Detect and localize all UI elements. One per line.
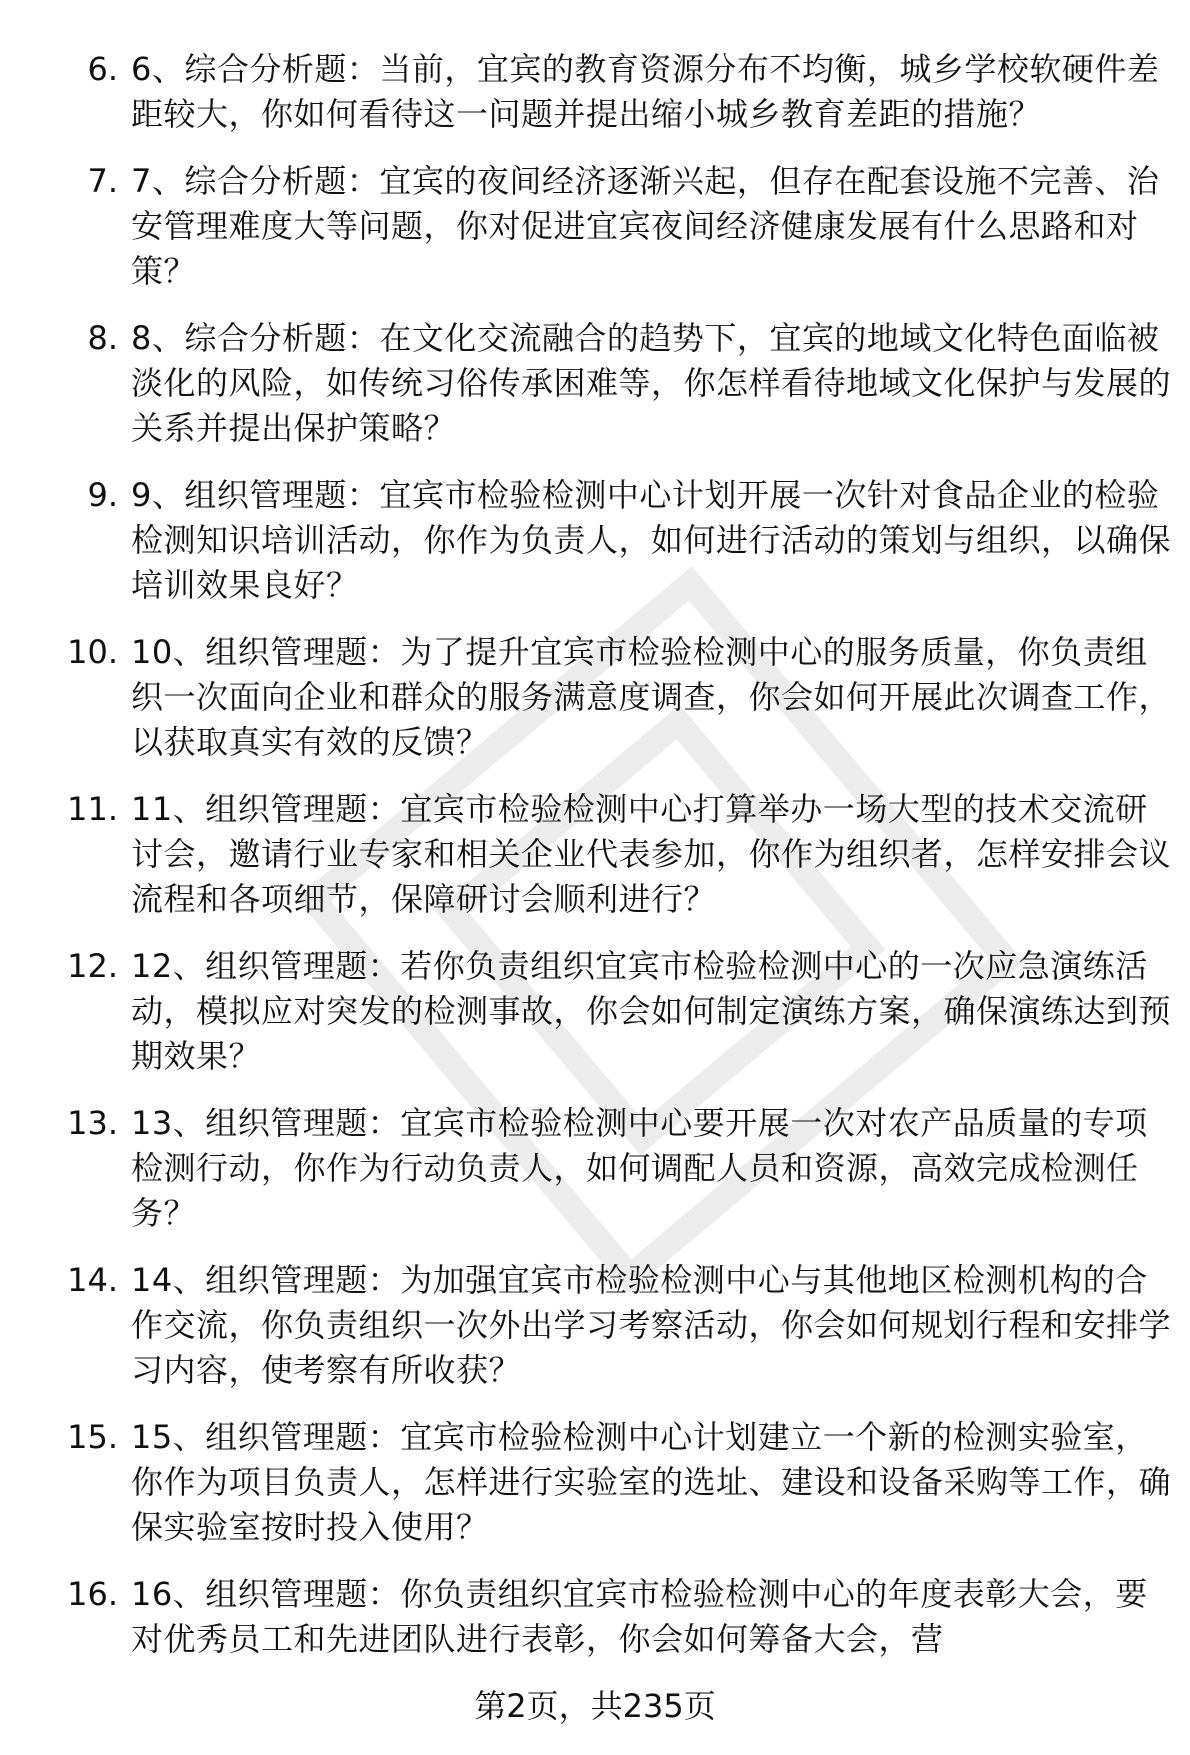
question-text: 11、组织管理题：宜宾市检验检测中心打算举办一场大型的技术交流研讨会，邀请行业专家和相关企业代表参加，你作为组织者，怎样安排会议流程和各项细节，保障研讨会顺利进行？	[131, 790, 1172, 918]
page-footer-label: 第2页，共235页	[474, 1687, 716, 1725]
question-text: 14、组织管理题：为加强宜宾市检验检测中心与其他地区检测机构的合作交流，你负责组织一次外出学习考察活动，你会如何规划行程和安排学习内容，使考察有所收获？	[131, 1261, 1172, 1389]
question-item	[0, 47, 1190, 137]
question-text: 8、综合分析题：在文化交流融合的趋势下，宜宾的地域文化特色面临被淡化的风险，如传统习俗传承困难等，你怎样看待地域文化保护与发展的关系并提出保护策略？	[131, 319, 1172, 447]
question-text: 9、组织管理题：宜宾市检验检测中心计划开展一次针对食品企业的检验检测知识培训活动，你作为负责人，如何进行活动的策划与组织，以确保培训效果良好？	[131, 476, 1172, 604]
question-item	[0, 630, 1190, 765]
question-text: 6、综合分析题：当前，宜宾的教育资源分布不均衡，城乡学校软硬件差距较大，你如何看待这一问题并提出缩小城乡教育差距的措施？	[131, 50, 1160, 133]
question-number: 9.	[87, 476, 118, 514]
question-list	[0, 47, 1190, 1684]
question-number: 11.	[67, 790, 118, 828]
question-text: 10、组织管理题：为了提升宜宾市检验检测中心的服务质量，你负责组织一次面向企业和群众的服务满意度调查，你会如何开展此次调查工作，以获取真实有效的反馈？	[131, 633, 1172, 761]
question-text: 7、综合分析题：宜宾的夜间经济逐渐兴起，但存在配套设施不完善、治安管理难度大等问题，你对促进宜宾夜间经济健康发展有什么思路和对策？	[131, 162, 1160, 290]
question-number: 10.	[67, 633, 118, 671]
question-number: 16.	[67, 1575, 118, 1613]
question-number: 12.	[67, 947, 118, 985]
question-text: 13、组织管理题：宜宾市检验检测中心要开展一次对农产品质量的专项检测行动，你作为行动负责人，如何调配人员和资源，高效完成检测任务？	[131, 1104, 1148, 1232]
question-item	[0, 473, 1190, 608]
question-number: 8.	[87, 319, 118, 357]
question-item	[0, 1572, 1190, 1662]
question-number: 15.	[67, 1418, 118, 1456]
question-item	[0, 1415, 1190, 1550]
question-number: 6.	[87, 50, 118, 88]
question-number: 14.	[67, 1261, 118, 1299]
question-text: 15、组织管理题：宜宾市检验检测中心计划建立一个新的检测实验室，你作为项目负责人，怎样进行实验室的选址、建设和设备采购等工作，确保实验室按时投入使用？	[131, 1418, 1172, 1546]
question-item	[0, 316, 1190, 451]
question-item	[0, 944, 1190, 1079]
question-text: 12、组织管理题：若你负责组织宜宾市检验检测中心的一次应急演练活动，模拟应对突发的检测事故，你会如何制定演练方案，确保演练达到预期效果？	[131, 947, 1172, 1075]
question-item	[0, 159, 1190, 294]
question-item	[0, 787, 1190, 922]
question-number: 7.	[87, 162, 118, 200]
question-text: 16、组织管理题：你负责组织宜宾市检验检测中心的年度表彰大会，要对优秀员工和先进团队进行表彰，你会如何筹备大会，营	[131, 1575, 1148, 1658]
question-number: 13.	[67, 1104, 118, 1142]
question-item	[0, 1101, 1190, 1236]
question-item	[0, 1258, 1190, 1393]
